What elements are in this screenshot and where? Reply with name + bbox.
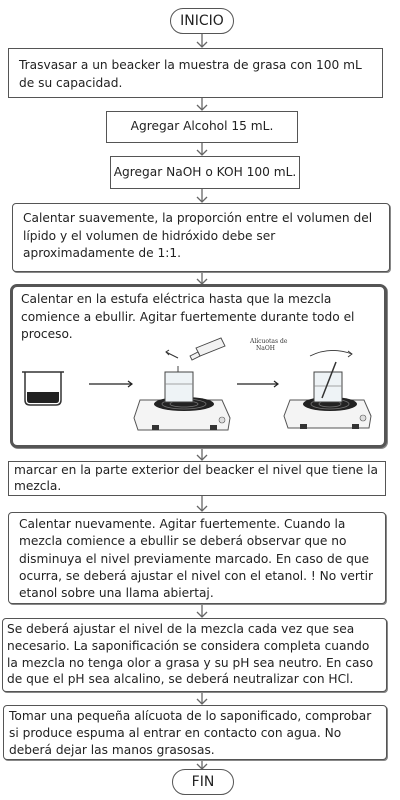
step-4-text: Calentar suavemente, la proporción entre el volumen del lípido y el volumen de hidróxido debe ser aproximadamente de 1:1. [23,211,373,261]
step-7-text: Calentar nuevamente. Agitar fuertemente. Cuando la mezcla comience a ebullir se deberá observar que no disminuya el nivel previamente marcado. En caso de que ocurra, se deberá ajustar el nivel con el etanol. ! No vertir etanol sobre una llama abiertaj. [19,517,374,601]
aliquot-label-line2: NaOH [256,345,275,352]
step-7-box [8,512,386,604]
pour-arrow-icon [166,350,178,358]
beaker-stirring-icon [314,362,342,402]
beaker-sample-icon [22,372,64,405]
naoh-bottle-icon [190,338,225,360]
step-8-text: Se deberá ajustar el nivel de la mezcla cada vez que sea necesario. La saponificación se considera completa cuando la mezcla no tenga olor a grasa y su pH sea neutro. En caso de que el pH sea alcalino, se deberá neutralizar con HCl. [7,622,374,687]
step-6-text: marcar en la parte exterior del beacker el nivel que tiene la mezcla. [14,463,379,494]
stir-motion-icon [310,350,352,357]
end-terminal [172,769,234,795]
step-2-text: Agregar Alcohol 15 mL. [130,119,274,134]
step-1-text: Trasvasar a un beacker la muestra de grasa con 100 mL de su capacidad. [19,58,362,90]
step-6-box [8,461,386,496]
process-arrow-1 [89,381,132,387]
end-label: FIN [191,774,215,790]
process-arrow-2 [237,381,278,387]
start-label: INICIO [180,13,224,29]
step-3-text: Agregar NaOH o KOH 100 mL. [113,164,297,179]
step-9-box [3,705,387,760]
step-9-text: Tomar una pequeña alícuota de lo saponificado, comprobar si produce espuma al entrar en contacto con agua. No deberá dejar las manos grasosas. [9,709,372,757]
beaker-heating-icon [165,366,193,402]
step-5-text: Calentar en la estufa eléctrica hasta que la mezcla comience a ebullir. Agitar fuertemente durante todo el proceso. [21,292,355,342]
aliquot-label-line1: Alícuotas de [250,338,288,345]
step-8-box [2,618,387,692]
